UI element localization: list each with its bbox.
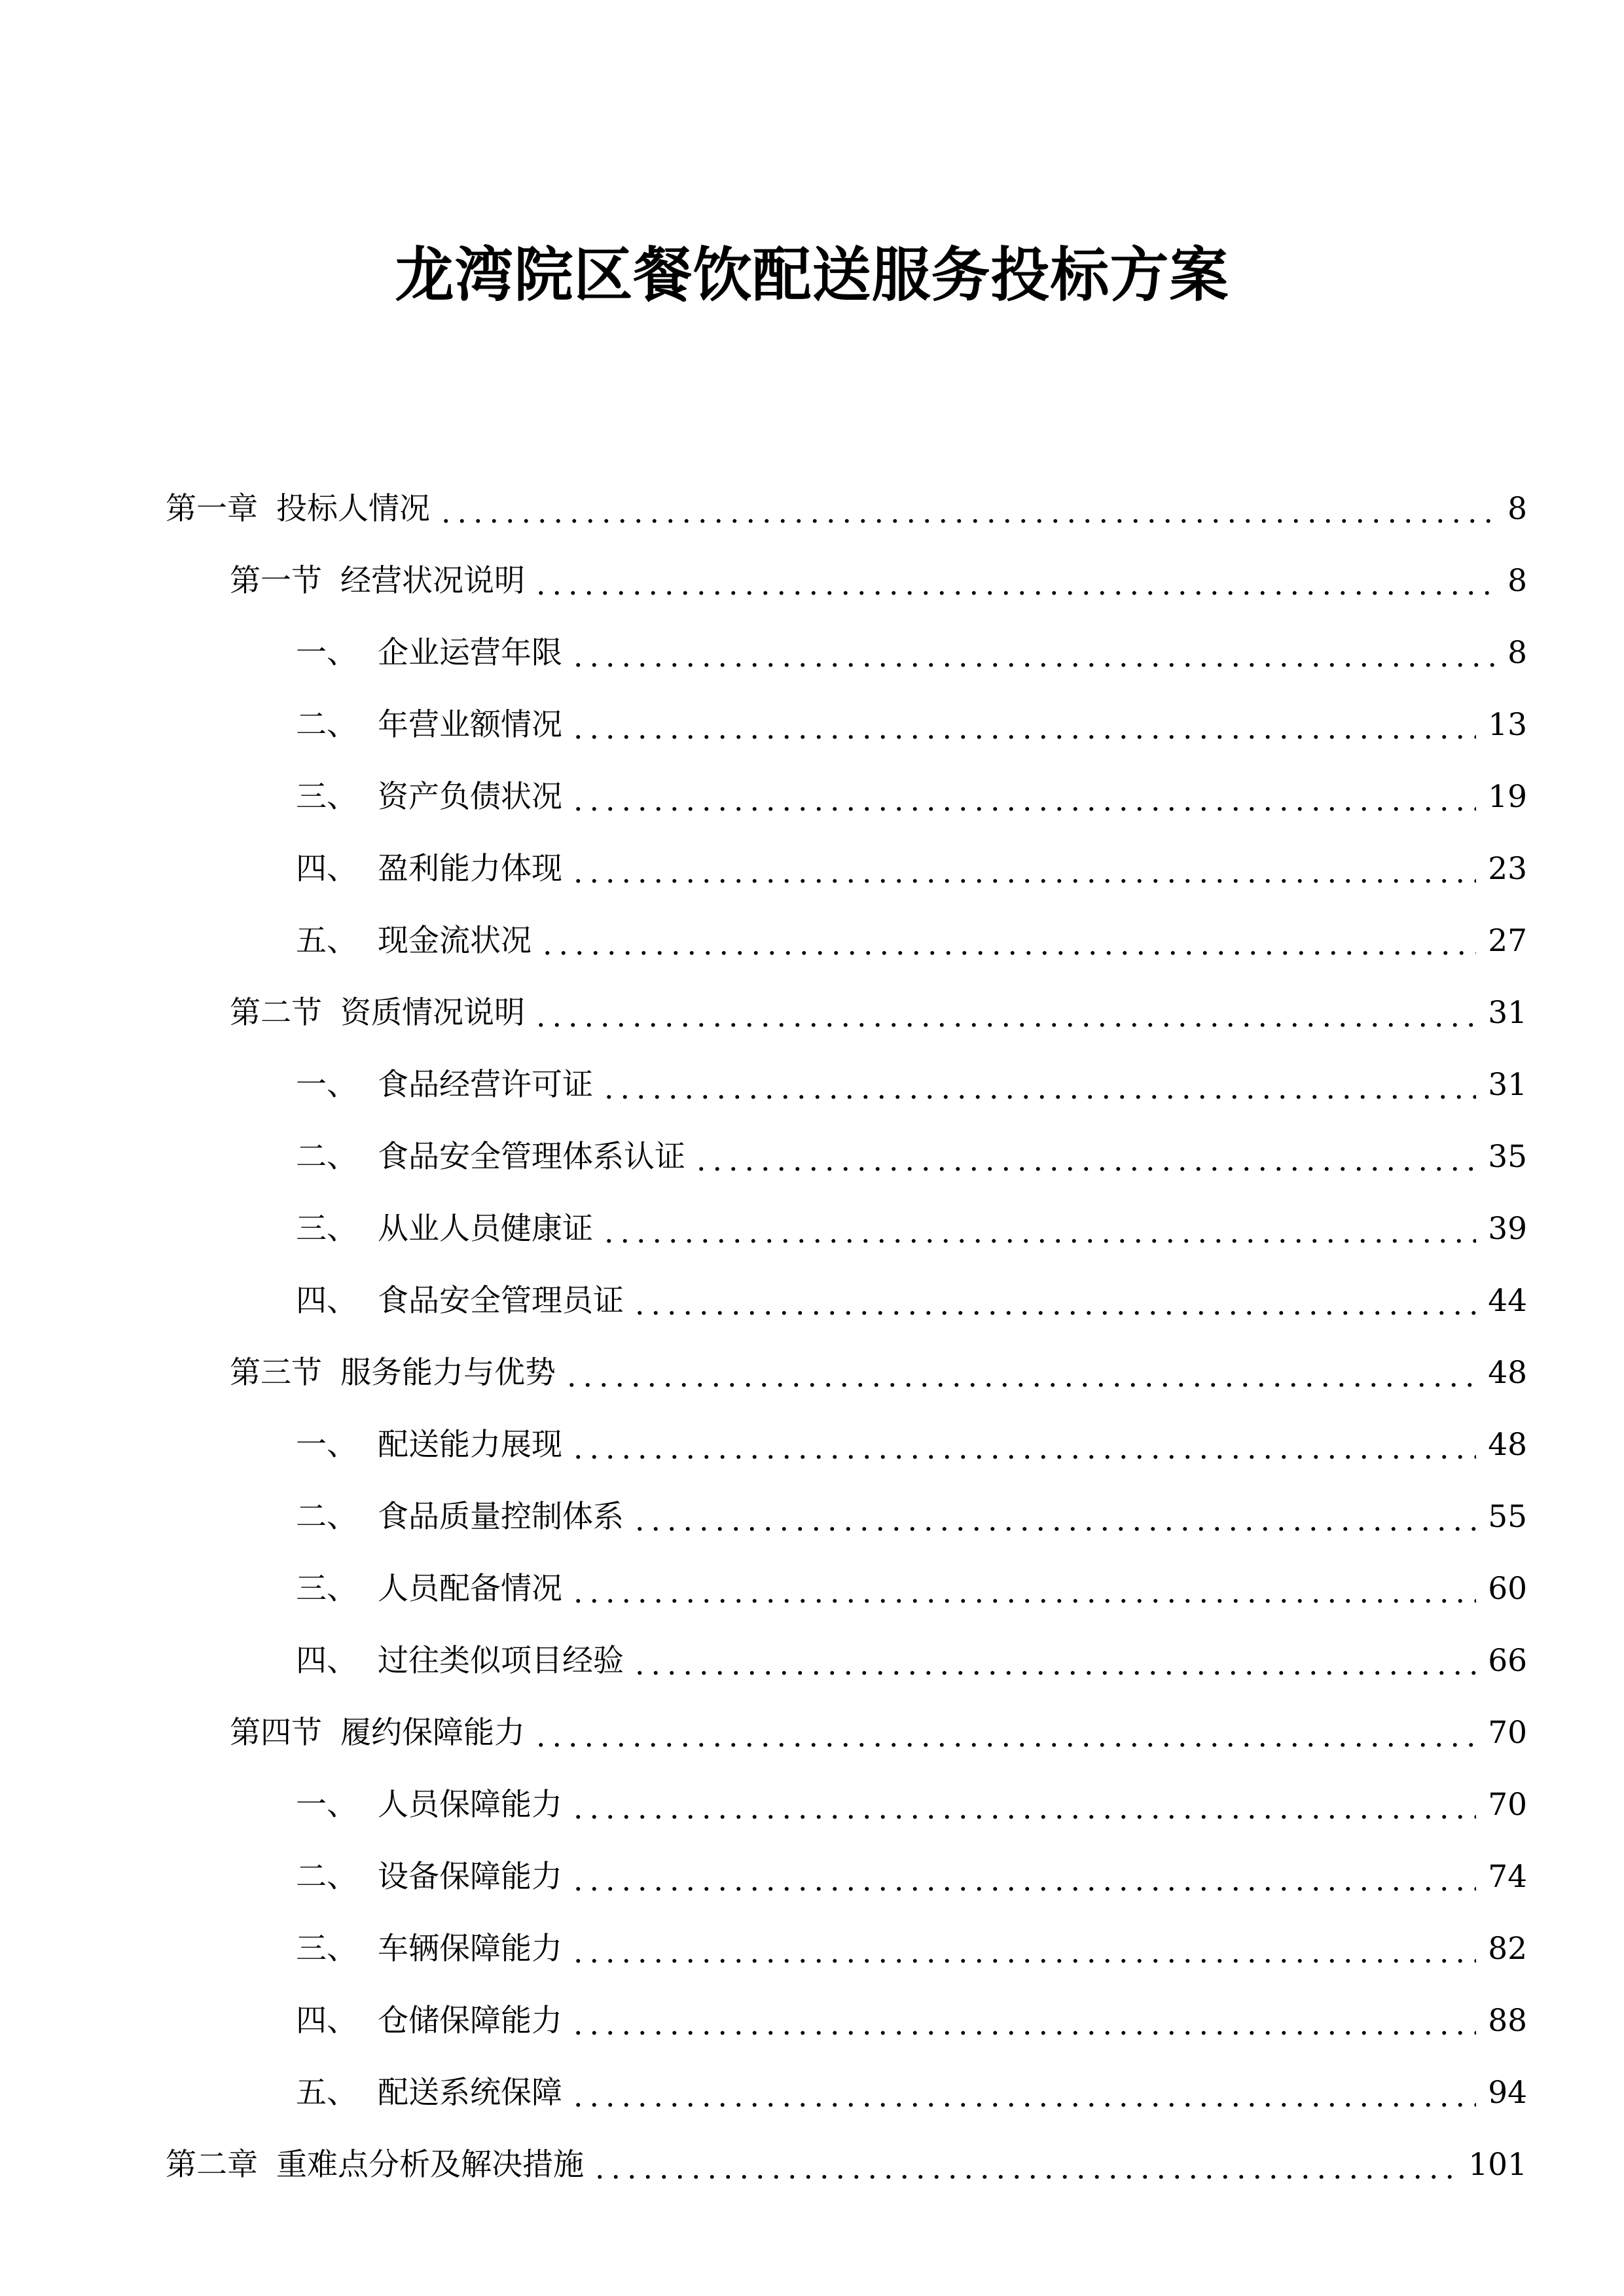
toc-entry-page: 70 bbox=[1488, 1715, 1527, 1751]
toc-entry-number: 二、 bbox=[296, 1499, 357, 1535]
toc-entry-number: 一、 bbox=[296, 635, 357, 671]
toc-entry-number: 五、 bbox=[296, 2075, 357, 2111]
toc-entry-page: 48 bbox=[1488, 1355, 1527, 1391]
toc-entry-title: 食品质量控制体系 bbox=[378, 1499, 624, 1535]
toc-entry-number: 一、 bbox=[296, 1067, 357, 1103]
toc-entry-page: 88 bbox=[1488, 2003, 1527, 2039]
toc-entry-number: 三、 bbox=[296, 1931, 357, 1967]
toc-dot-leader bbox=[632, 1498, 1476, 1537]
toc-dot-leader bbox=[570, 1929, 1476, 1969]
toc-entry[interactable] bbox=[166, 1697, 1527, 1769]
toc-entry-title: 现金流状况 bbox=[378, 923, 532, 959]
toc-entry-title: 年营业额情况 bbox=[378, 707, 562, 743]
toc-entry-title: 从业人员健康证 bbox=[378, 1211, 593, 1247]
document-title: 龙湾院区餐饮配送服务投标方案 bbox=[395, 240, 1229, 310]
toc-dot-leader bbox=[533, 1713, 1476, 1753]
toc-entry-page: 8 bbox=[1507, 635, 1527, 671]
toc-entry-page: 13 bbox=[1488, 707, 1527, 743]
toc-entry[interactable] bbox=[166, 1049, 1527, 1121]
toc-entry-number: 四、 bbox=[296, 2003, 357, 2039]
toc-entry-page: 8 bbox=[1507, 563, 1527, 599]
toc-entry-title: 仓储保障能力 bbox=[378, 2003, 562, 2039]
toc-entry[interactable] bbox=[166, 833, 1527, 905]
toc-entry-title: 履约保障能力 bbox=[340, 1715, 525, 1751]
toc-entry[interactable] bbox=[166, 1985, 1527, 2057]
toc-dot-leader bbox=[632, 1282, 1476, 1321]
toc-entry[interactable] bbox=[166, 2057, 1527, 2129]
toc-dot-leader bbox=[533, 562, 1496, 601]
toc-entry-title: 资质情况说明 bbox=[340, 995, 525, 1031]
toc-entry-number: 五、 bbox=[296, 923, 357, 959]
toc-entry-title: 配送系统保障 bbox=[378, 2075, 562, 2111]
toc-entry[interactable] bbox=[166, 1769, 1527, 1841]
toc-dot-leader bbox=[632, 1641, 1476, 1681]
toc-entry-number: 三、 bbox=[296, 1571, 357, 1607]
toc-entry-title: 重难点分析及解决措施 bbox=[276, 2147, 584, 2183]
toc-dot-leader bbox=[601, 1066, 1476, 1105]
toc-entry[interactable] bbox=[166, 1193, 1527, 1265]
toc-entry-number: 二、 bbox=[296, 1139, 357, 1175]
toc-entry-page: 66 bbox=[1488, 1643, 1527, 1679]
toc-dot-leader bbox=[693, 1138, 1476, 1177]
toc-dot-leader bbox=[570, 778, 1476, 817]
toc-entry-title: 盈利能力体现 bbox=[378, 851, 562, 887]
toc-entry-title: 资产负债状况 bbox=[378, 779, 562, 815]
toc-entry-number: 四、 bbox=[296, 1283, 357, 1319]
toc-entry-page: 44 bbox=[1488, 1283, 1527, 1319]
toc-entry-number: 一、 bbox=[296, 1427, 357, 1463]
toc-entry[interactable] bbox=[166, 905, 1527, 977]
toc-dot-leader bbox=[570, 1570, 1476, 1609]
toc-dot-leader bbox=[438, 490, 1496, 529]
toc-dot-leader bbox=[539, 922, 1476, 961]
toc-entry-title: 人员配备情况 bbox=[378, 1571, 562, 1607]
toc-entry-number: 二、 bbox=[296, 1859, 357, 1895]
toc-entry-number: 第二章 bbox=[166, 2147, 258, 2183]
toc-entry[interactable] bbox=[166, 1265, 1527, 1337]
toc-entry-title: 配送能力展现 bbox=[378, 1427, 562, 1463]
toc-entry-number: 第一节 bbox=[230, 563, 322, 599]
toc-entry-title: 服务能力与优势 bbox=[340, 1355, 556, 1391]
toc-entry-title: 食品安全管理体系认证 bbox=[378, 1139, 685, 1175]
toc-dot-leader bbox=[570, 1426, 1476, 1465]
toc-entry[interactable] bbox=[166, 1337, 1527, 1409]
toc-entry-title: 食品安全管理员证 bbox=[378, 1283, 624, 1319]
toc-dot-leader bbox=[533, 994, 1476, 1033]
toc-entry-page: 101 bbox=[1468, 2147, 1527, 2183]
toc-dot-leader bbox=[570, 850, 1476, 889]
toc-entry-number: 第四节 bbox=[230, 1715, 322, 1751]
toc-entry-title: 经营状况说明 bbox=[340, 563, 525, 599]
toc-dot-leader bbox=[564, 1354, 1476, 1393]
toc-entry-number: 三、 bbox=[296, 779, 357, 815]
toc-entry[interactable] bbox=[166, 1121, 1527, 1193]
toc-entry-page: 55 bbox=[1488, 1499, 1527, 1535]
toc-dot-leader bbox=[570, 2001, 1476, 2041]
toc-entry-title: 人员保障能力 bbox=[378, 1787, 562, 1823]
toc-dot-leader bbox=[570, 1785, 1476, 1825]
toc-dot-leader bbox=[570, 1857, 1476, 1897]
toc-entry-page: 35 bbox=[1488, 1139, 1527, 1175]
toc-entry[interactable] bbox=[166, 1841, 1527, 1913]
toc-dot-leader bbox=[592, 2145, 1456, 2185]
toc-entry[interactable] bbox=[166, 545, 1527, 617]
toc-entry-title: 食品经营许可证 bbox=[378, 1067, 593, 1103]
toc-entry-title: 过往类似项目经验 bbox=[378, 1643, 624, 1679]
toc-entry-title: 投标人情况 bbox=[276, 491, 430, 527]
toc-entry-page: 39 bbox=[1488, 1211, 1527, 1247]
toc-dot-leader bbox=[601, 1210, 1476, 1249]
toc-entry-page: 70 bbox=[1488, 1787, 1527, 1823]
toc-entry[interactable] bbox=[166, 689, 1527, 761]
toc-entry-page: 94 bbox=[1488, 2075, 1527, 2111]
toc-entry-page: 60 bbox=[1488, 1571, 1527, 1607]
toc-entry-page: 74 bbox=[1488, 1859, 1527, 1895]
toc-entry[interactable] bbox=[166, 2129, 1527, 2201]
toc-entry-title: 设备保障能力 bbox=[378, 1859, 562, 1895]
toc-entry-page: 31 bbox=[1488, 995, 1527, 1031]
toc-entry-title: 车辆保障能力 bbox=[378, 1931, 562, 1967]
toc-entry-page: 27 bbox=[1488, 923, 1527, 959]
toc-entry-page: 31 bbox=[1488, 1067, 1527, 1103]
toc-entry-number: 第二节 bbox=[230, 995, 322, 1031]
toc-entry-number: 四、 bbox=[296, 1643, 357, 1679]
toc-dot-leader bbox=[570, 706, 1476, 745]
toc-entry[interactable] bbox=[166, 1625, 1527, 1697]
toc-entry-number: 第三节 bbox=[230, 1355, 322, 1391]
toc-entry-title: 企业运营年限 bbox=[378, 635, 562, 671]
toc-entry[interactable] bbox=[166, 617, 1527, 689]
toc-entry-page: 8 bbox=[1507, 491, 1527, 527]
toc-entry-page: 19 bbox=[1488, 779, 1527, 815]
toc-entry-number: 第一章 bbox=[166, 491, 258, 527]
toc-entry[interactable] bbox=[166, 977, 1527, 1049]
toc-entry[interactable] bbox=[166, 1913, 1527, 1985]
toc-entry-number: 四、 bbox=[296, 851, 357, 887]
toc-dot-leader bbox=[570, 2073, 1476, 2113]
toc-entry[interactable] bbox=[166, 1481, 1527, 1553]
toc-dot-leader bbox=[570, 634, 1496, 673]
toc-entry-page: 48 bbox=[1488, 1427, 1527, 1463]
table-of-contents bbox=[166, 473, 1527, 2201]
toc-entry[interactable] bbox=[166, 761, 1527, 833]
toc-entry-page: 82 bbox=[1488, 1931, 1527, 1967]
toc-entry[interactable] bbox=[166, 473, 1527, 545]
toc-entry[interactable] bbox=[166, 1409, 1527, 1481]
toc-entry-page: 23 bbox=[1488, 851, 1527, 887]
toc-entry-number: 二、 bbox=[296, 707, 357, 743]
toc-entry-number: 三、 bbox=[296, 1211, 357, 1247]
toc-entry[interactable] bbox=[166, 1553, 1527, 1625]
toc-entry-number: 一、 bbox=[296, 1787, 357, 1823]
